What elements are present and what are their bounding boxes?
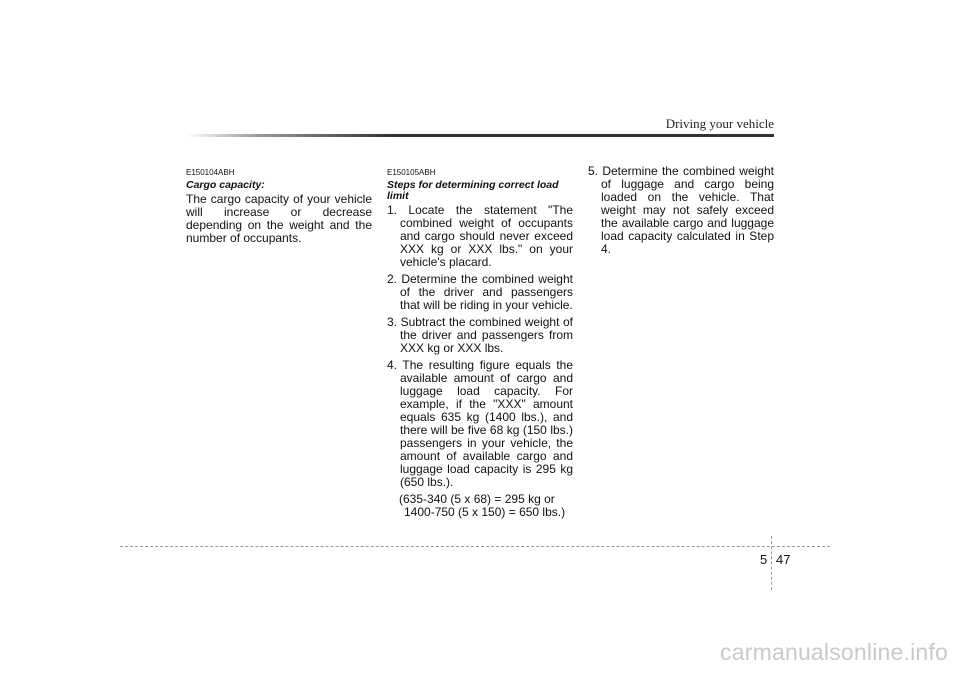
page-number: 47 bbox=[776, 552, 791, 567]
step-item-5: 5. Determine the combined weight of luggage and cargo being loaded on the vehicle. That weight may not safely exceed the available cargo and luggage load capacity calculated in Step 4. bbox=[588, 164, 774, 256]
step-item-2: 2. Determine the combined weight of the driver and passengers that will be riding in your vehicle. bbox=[387, 272, 573, 312]
steps-list-continued bbox=[588, 165, 774, 256]
calculation-example bbox=[387, 493, 573, 519]
step-item-3: 3. Subtract the combined weight of the driver and passengers from XXX kg or XXX lbs. bbox=[387, 315, 573, 355]
header-rule bbox=[186, 134, 774, 137]
section-paragraph: The cargo capacity of your vehicle will increase or decrease depending on the weight and the number of occupants. bbox=[186, 192, 372, 245]
column-load-limit-steps bbox=[387, 168, 573, 519]
footer-dashed-rule bbox=[120, 546, 830, 547]
chapter-number: 5 bbox=[760, 552, 768, 567]
section-subhead: Steps for determining correct load limit bbox=[387, 179, 559, 202]
calc-line-1: (635-340 (5 x 68) = 295 kg or bbox=[399, 492, 555, 506]
step-item-4: 4. The resulting figure equals the available amount of cargo and luggage load capacity. For example, if the "XXX" amount equals 635 kg (1400 lbs.), and there will be five 68 kg (150 lbs.) passengers in your vehicle, the amount of available cargo and luggage load capacity is 295 kg (650 lbs.). bbox=[387, 358, 573, 489]
column-cargo-capacity bbox=[186, 168, 372, 245]
column-step-5 bbox=[588, 165, 774, 260]
steps-list bbox=[387, 204, 573, 489]
calc-line-2: 1400-750 (5 x 150) = 650 lbs.) bbox=[404, 505, 566, 519]
section-code: E150105ABH bbox=[387, 168, 436, 177]
footer-dashed-divider bbox=[771, 536, 772, 590]
section-code: E150104ABH bbox=[186, 168, 235, 177]
watermark-text: carmanualsonline.info bbox=[720, 639, 948, 665]
page-header-title: Driving your vehicle bbox=[665, 116, 774, 131]
section-subhead: Cargo capacity: bbox=[186, 179, 265, 191]
step-item-1: 1. Locate the statement "The combined weight of occupants and cargo should never exceed XXX kg or XXX lbs." on your vehicle's placard. bbox=[387, 203, 573, 269]
